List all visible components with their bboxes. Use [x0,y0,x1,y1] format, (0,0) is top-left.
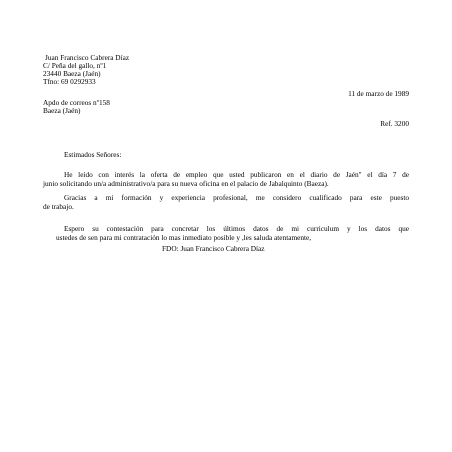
paragraph-qualification [43,193,409,211]
paragraph-line: de trabajo. [43,202,74,211]
recipient-line-1: Apdo de correos nº158 [43,98,110,107]
paragraph-line: junio solicitando un/a administrativo/a para su nueva oficina en el palacio de Jabalquinto (Baeza). [43,179,329,188]
sender-street: C/ Peña del gallo, nº1 [43,61,107,70]
paragraph-offer [43,170,409,188]
greeting: Estimados Señores: [64,150,122,159]
paragraph-closing [43,224,409,242]
paragraph-line: Espero su contestación para concretar los últimos datos de mi curriculum y los datos que [64,224,409,233]
reference-number: Ref. 3200 [380,119,409,128]
sender-phone: Tfno: 69 0292933 [43,77,96,86]
letter-date: 11 de marzo de 1989 [348,89,409,98]
recipient-line-2: Baeza (Jaén) [43,106,81,115]
sender-city: 23440 Baeza (Jaén) [43,69,101,78]
paragraph-line: ustedes de sen para mi contratación lo mas inmediato posible y ,les saluda atentamente, [56,233,312,242]
sender-name: Juan Francisco Cabrera Díaz [45,53,130,62]
paragraph-line: He leído con interés la oferta de empleo que usted publicaron en el diario de Jaén" el día 7 de [64,170,409,179]
signature: FDO: Juan Francisco Cabrera Díaz [162,244,265,253]
paragraph-line: Gracias a mi formación y experiencia profesional, me considero cualificado para este puesto [64,193,409,202]
